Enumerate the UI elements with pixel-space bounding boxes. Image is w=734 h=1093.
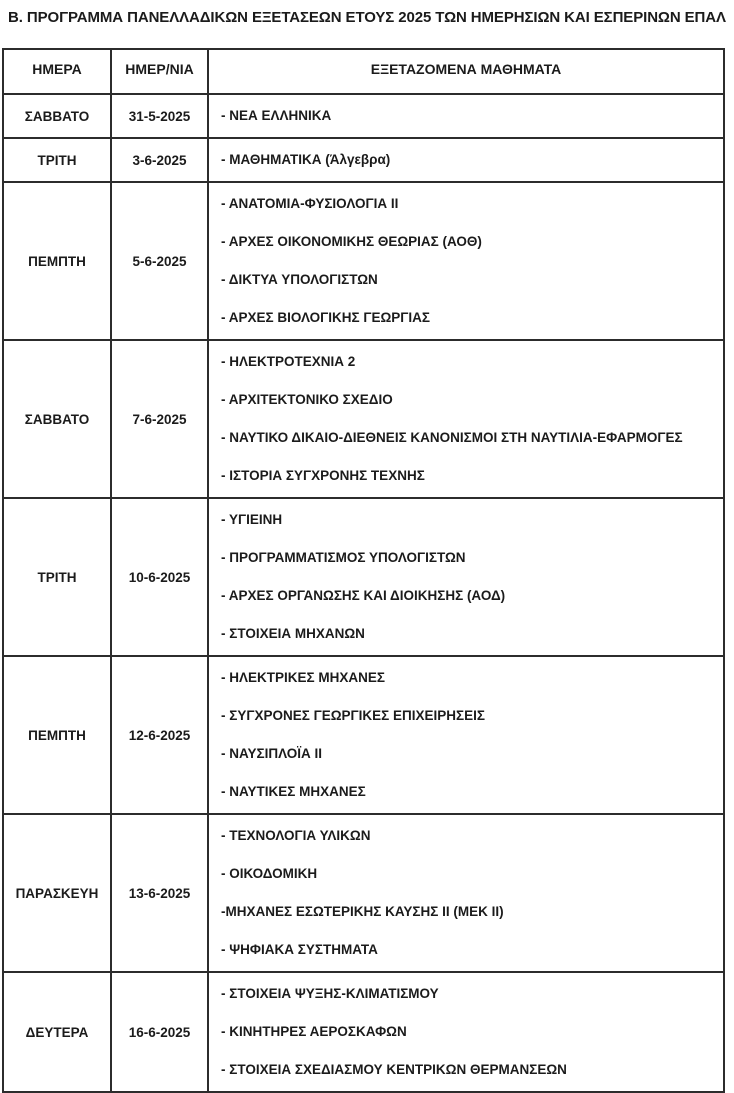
table-row [3,972,724,1092]
subject-line: - ΣΥΓΧΡΟΝΕΣ ΓΕΩΡΓΙΚΕΣ ΕΠΙΧΕΙΡΗΣΕΙΣ [221,708,485,723]
table-header-subjects: ΕΞΕΤΑΖΟΜΕΝΑ ΜΑΘΗΜΑΤΑ [208,49,724,94]
subject-line: - ΝΑΥΤΙΚΟ ΔΙΚΑΙΟ-ΔΙΕΘΝΕΙΣ ΚΑΝΟΝΙΣΜΟΙ ΣΤΗ ΝΑΥΤΙΛΙΑ-ΕΦΑΡΜΟΓΕΣ [221,430,683,445]
day-cell: ΤΡΙΤΗ [3,498,111,656]
day-cell: ΤΡΙΤΗ [3,138,111,182]
date-cell: 10-6-2025 [111,498,208,656]
table-row [3,656,724,814]
subject-line: -ΜΗΧΑΝΕΣ ΕΣΩΤΕΡΙΚΗΣ ΚΑΥΣΗΣ II (ΜΕΚ II) [221,904,504,919]
subject-line: - ΠΡΟΓΡΑΜΜΑΤΙΣΜΟΣ ΥΠΟΛΟΓΙΣΤΩΝ [221,550,466,565]
subject-line: - ΨΗΦΙΑΚΑ ΣΥΣΤΗΜΑΤΑ [221,942,378,957]
subject-line: - ΟΙΚΟΔΟΜΙΚΗ [221,866,318,881]
subject-line: - ΣΤΟΙΧΕΙΑ ΜΗΧΑΝΩΝ [221,626,365,641]
day-cell: ΠΑΡΑΣΚΕΥΗ [3,814,111,972]
subjects-cell [208,498,724,656]
date-cell: 7-6-2025 [111,340,208,498]
subject-line: - ΑΡΧΕΣ ΒΙΟΛΟΓΙΚΗΣ ΓΕΩΡΓΙΑΣ [221,310,431,325]
subject-line: - ΑΝΑΤΟΜΙΑ-ΦΥΣΙΟΛΟΓΙΑ II [221,196,399,211]
day-cell: ΠΕΜΠΤΗ [3,656,111,814]
date-cell: 16-6-2025 [111,972,208,1092]
date-cell: 13-6-2025 [111,814,208,972]
subject-line: - ΤΕΧΝΟΛΟΓΙΑ ΥΛΙΚΩΝ [221,828,371,843]
table-row [3,498,724,656]
subject-line: - ΔΙΚΤΥΑ ΥΠΟΛΟΓΙΣΤΩΝ [221,272,378,287]
subjects-cell [208,656,724,814]
day-cell: ΠΕΜΠΤΗ [3,182,111,340]
subject-line: - ΜΑΘΗΜΑΤΙΚΑ (Άλγεβρα) [221,152,391,167]
subject-line: - ΑΡΧΙΤΕΚΤΟΝΙΚΟ ΣΧΕΔΙΟ [221,392,393,407]
table-row [3,340,724,498]
subject-line: - ΣΤΟΙΧΕΙΑ ΨΥΞΗΣ-ΚΛΙΜΑΤΙΣΜΟΥ [221,986,439,1001]
subjects-cell [208,138,724,182]
table-header-row [3,49,724,94]
day-cell: ΔΕΥΤΕΡΑ [3,972,111,1092]
date-cell: 31-5-2025 [111,94,208,138]
day-cell: ΣΑΒΒΑΤΟ [3,94,111,138]
subject-line: - ΝΕΑ ΕΛΛΗΝΙΚΑ [221,108,332,123]
subjects-cell [208,814,724,972]
table-row [3,814,724,972]
date-cell: 3-6-2025 [111,138,208,182]
subjects-cell [208,972,724,1092]
subject-line: - ΗΛΕΚΤΡΟΤΕΧΝΙΑ 2 [221,354,356,369]
subject-line: - ΑΡΧΕΣ ΟΙΚΟΝΟΜΙΚΗΣ ΘΕΩΡΙΑΣ (ΑΟΘ) [221,234,482,249]
date-cell: 12-6-2025 [111,656,208,814]
day-cell: ΣΑΒΒΑΤΟ [3,340,111,498]
subjects-cell [208,94,724,138]
subject-line: - ΗΛΕΚΤΡΙΚΕΣ ΜΗΧΑΝΕΣ [221,670,385,685]
table-row [3,138,724,182]
page-title: Β. ΠΡΟΓΡΑΜΜΑ ΠΑΝΕΛΛΑΔΙΚΩΝ ΕΞΕΤΑΣΕΩΝ ΕΤΟΥΣ 2025 ΤΩΝ ΗΜΕΡΗΣΙΩΝ ΚΑΙ ΕΣΠΕΡΙΝΩΝ ΕΠΑΛ [8,9,726,26]
subject-line: - ΝΑΥΤΙΚΕΣ ΜΗΧΑΝΕΣ [221,784,366,799]
subject-line: - ΝΑΥΣΙΠΛΟΪΑ II [221,746,323,761]
table-row [3,94,724,138]
subject-line: - ΥΓΙΕΙΝΗ [221,512,283,527]
table-row [3,182,724,340]
date-cell: 5-6-2025 [111,182,208,340]
subject-line: - ΚΙΝΗΤΗΡΕΣ ΑΕΡΟΣΚΑΦΩΝ [221,1024,407,1039]
table-header-day: ΗΜΕΡΑ [3,49,111,94]
subjects-cell [208,182,724,340]
exam-schedule-table [2,48,725,1093]
subjects-cell [208,340,724,498]
table-header-date: ΗΜΕΡ/ΝΙΑ [111,49,208,94]
subject-line: - ΑΡΧΕΣ ΟΡΓΑΝΩΣΗΣ ΚΑΙ ΔΙΟΙΚΗΣΗΣ (ΑΟΔ) [221,588,506,603]
subject-line: - ΣΤΟΙΧΕΙΑ ΣΧΕΔΙΑΣΜΟΥ ΚΕΝΤΡΙΚΩΝ ΘΕΡΜΑΝΣΕΩΝ [221,1062,567,1077]
subject-line: - ΙΣΤΟΡΙΑ ΣΥΓΧΡΟΝΗΣ ΤΕΧΝΗΣ [221,468,425,483]
